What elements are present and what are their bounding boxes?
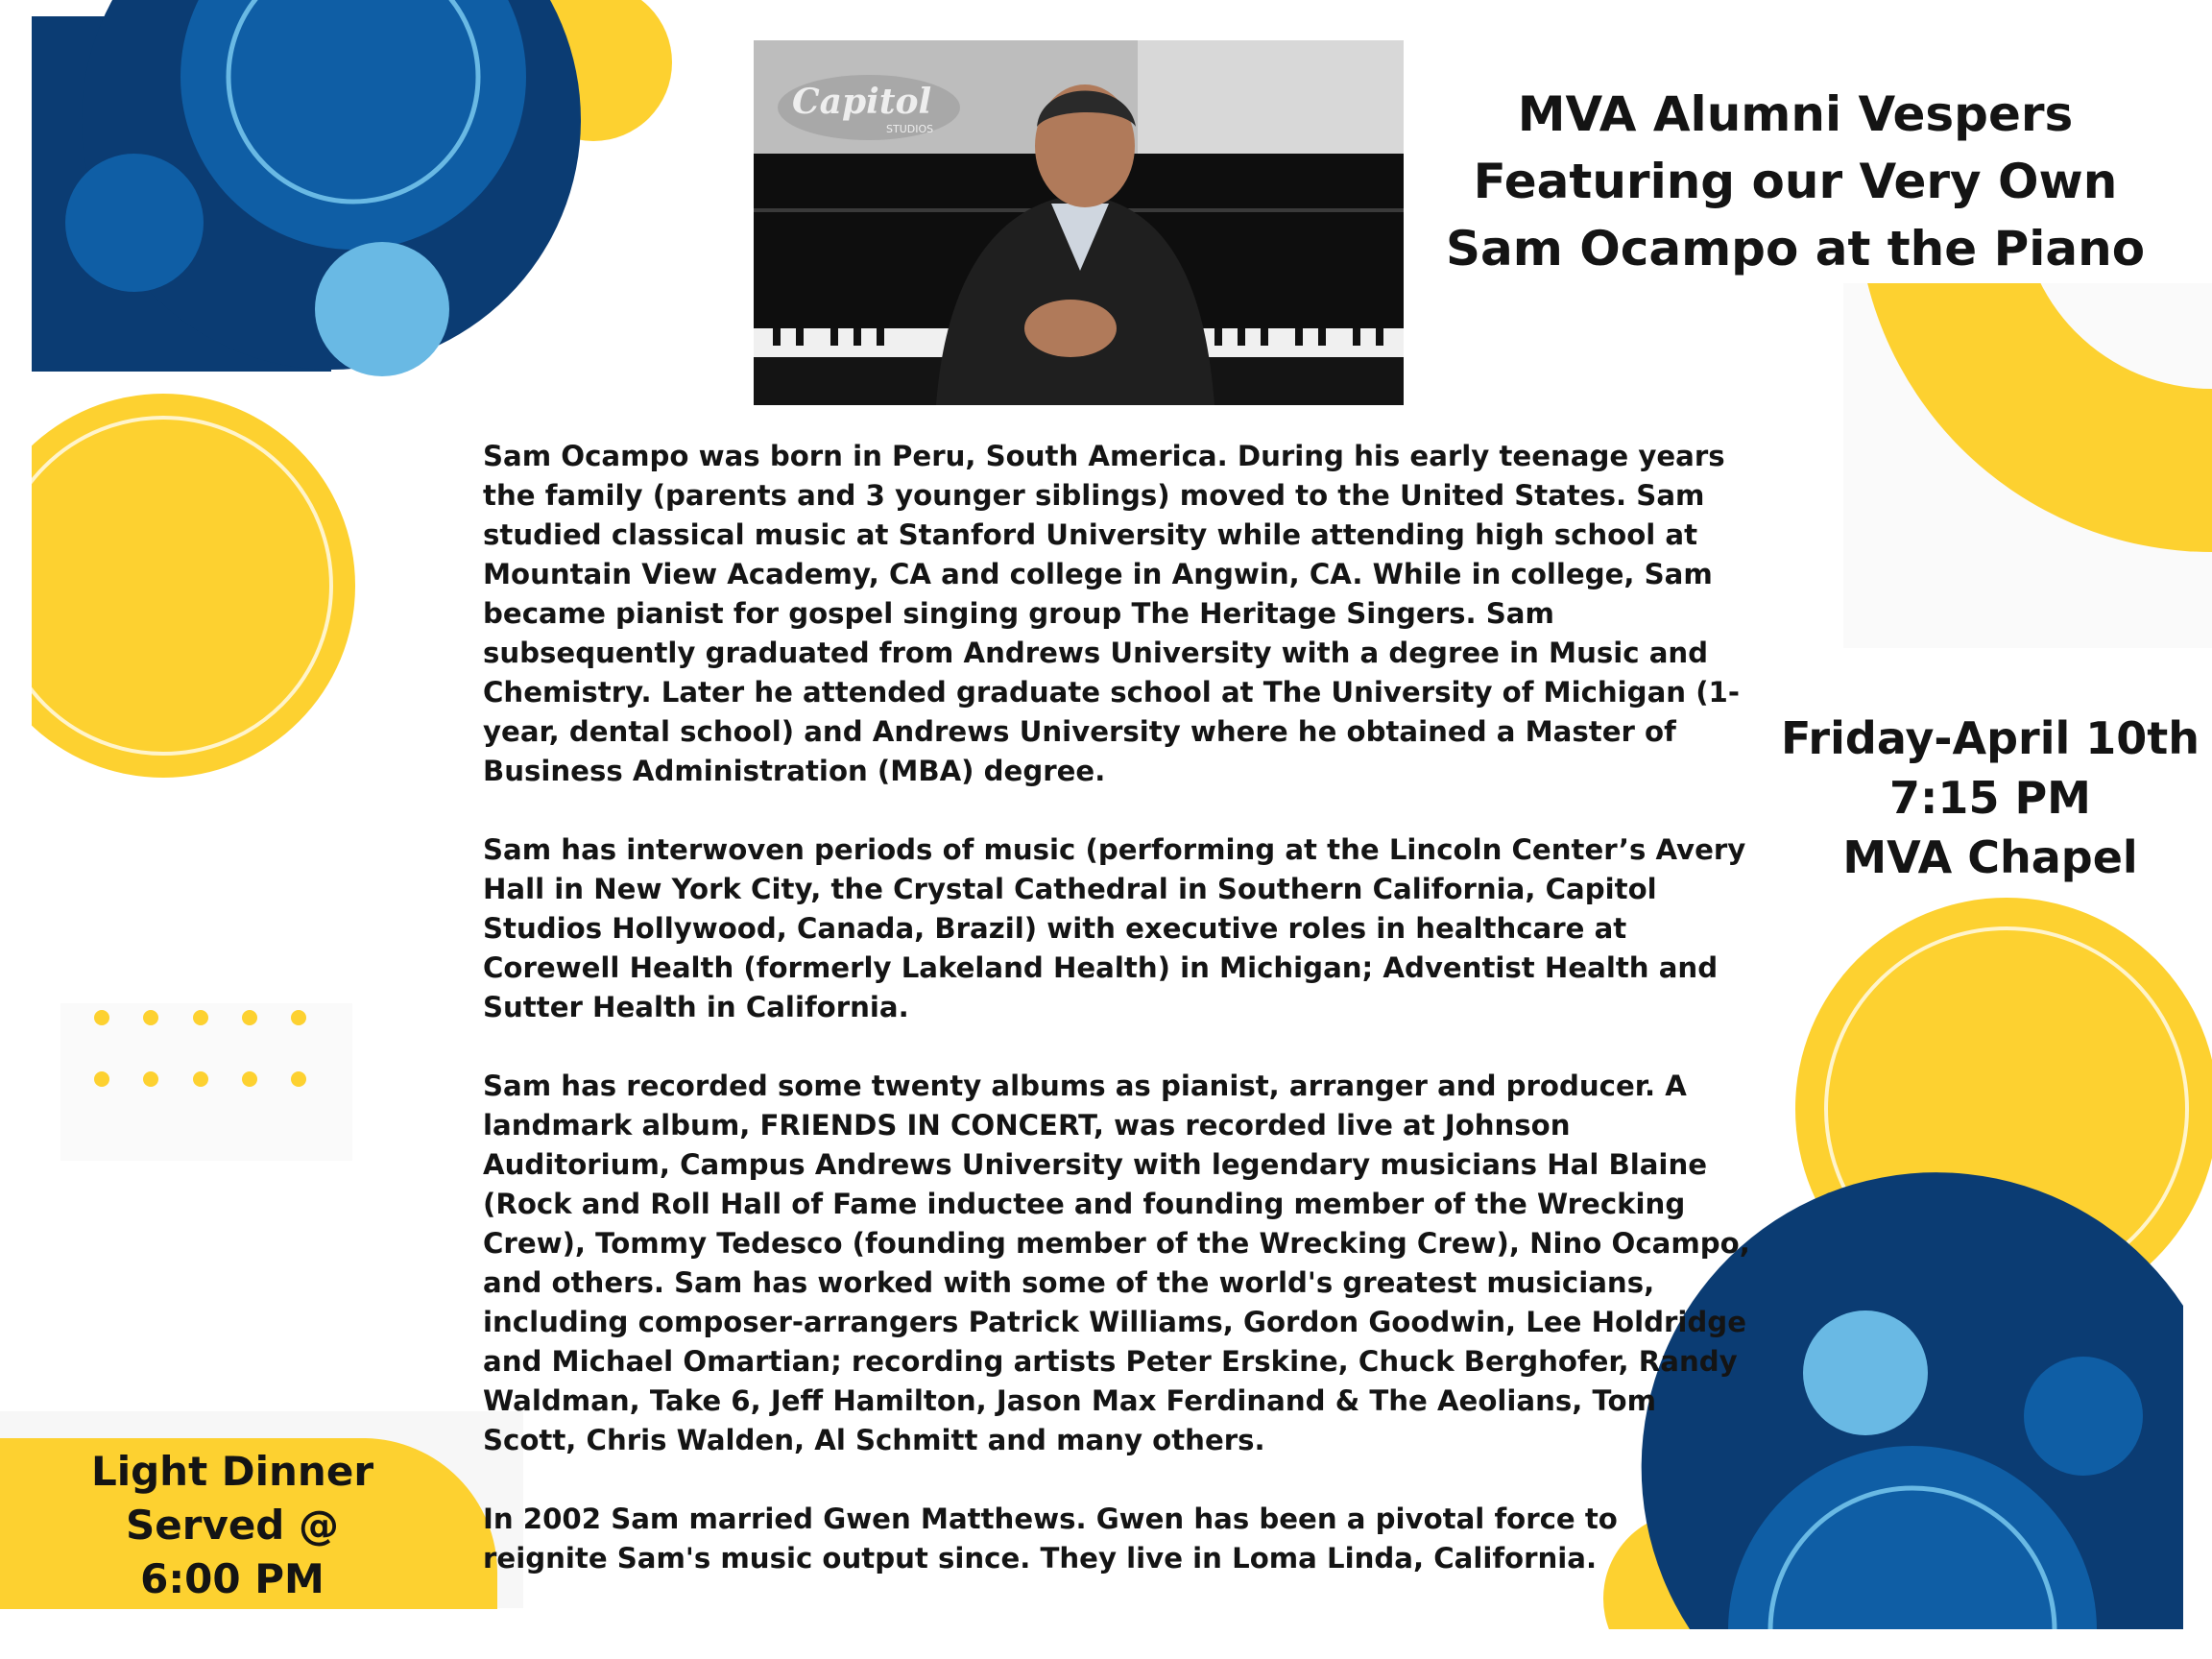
dinner-line-1: Light Dinner: [90, 1448, 374, 1495]
event-title: [1421, 81, 2170, 282]
capitol-studios-logo: [773, 69, 965, 146]
bio-paragraph-1: Sam Ocampo was born in Peru, South America. During his early teenage years the family (parents and 3 younger siblings) moved to the United States. Sam studied classical music at Stanford University while attending high school at Mountain View Academy, CA and college in Angwin, CA. While in college, Sam became pianist for gospel singing group The Heritage Singers. Sam subsequently graduated from Andrews University with a degree in Music and Chemistry. Later he attended graduate school at The University of Michigan (1-year, dental school) and Andrews University where he obtained a Master of Business Administration (MBA) degree.: [483, 440, 1740, 787]
dinner-line-3: 6:00 PM: [140, 1555, 325, 1602]
blue-dot-bottom-right: [2024, 1357, 2143, 1476]
event-details: [1765, 709, 2212, 887]
mask-right-edge: [2183, 1258, 2212, 1659]
event-location: MVA Chapel: [1842, 831, 2138, 883]
logo-subtext: STUDIOS: [886, 123, 934, 135]
blue-dot-top-left: [65, 154, 204, 292]
yellow-circle-left: [0, 394, 355, 778]
biography: [483, 437, 1750, 1618]
light-blue-dot-top-left: [315, 242, 449, 376]
bio-paragraph-4: In 2002 Sam married Gwen Matthews. Gwen has been a pivotal force to reignite Sam's music output since. They live in Loma Linda, California.: [483, 1503, 1618, 1575]
logo-text: Capitol: [792, 82, 932, 122]
event-date: Friday-April 10th: [1780, 712, 2200, 764]
mask-bottom: [0, 1629, 2212, 1659]
bio-paragraph-3: Sam has recorded some twenty albums as pianist, arranger and producer. A landmark album, FRIENDS IN CONCERT, was recorded live at Johnson Auditorium, Campus Andrews University with legendary musicians Hal Blaine (Rock and Roll Hall of Fame inductee and founding member of the Wrecking Crew), Tommy Tedesco (founding member of the Wrecking Crew), Nino Ocampo, and others. Sam has worked with some of the world's greatest musicians, including composer-arrangers Patrick Williams, Gordon Goodwin, Lee Holdridge and Michael Omartian; recording artists Peter Erskine, Chuck Berghofer, Randy Waldman, Take 6, Jeff Hamilton, Jason Max Ferdinand & The Aeolians, Tom Scott, Chris Walden, Al Schmitt and many others.: [483, 1070, 1750, 1456]
event-time: 7:15 PM: [1889, 772, 2091, 824]
pianist-photo: [754, 40, 1404, 405]
title-line-2: Featuring our Very Own: [1473, 154, 2118, 209]
dinner-note: [50, 1445, 415, 1606]
light-blue-dot-bottom-right: [1803, 1310, 1928, 1435]
title-line-3: Sam Ocampo at the Piano: [1445, 221, 2146, 276]
title-line-1: MVA Alumni Vespers: [1517, 86, 2074, 142]
dinner-line-2: Served @: [126, 1502, 339, 1549]
bio-paragraph-2: Sam has interwoven periods of music (performing at the Lincoln Center’s Avery Hall in New York City, the Crystal Cathedral in Southern California, Capitol Studios Hollywood, Canada, Brazil) with executive roles in healthcare at Corewell Health (formerly Lakeland Health) in Michigan; Adventist Health and Sutter Health in California.: [483, 833, 1746, 1023]
